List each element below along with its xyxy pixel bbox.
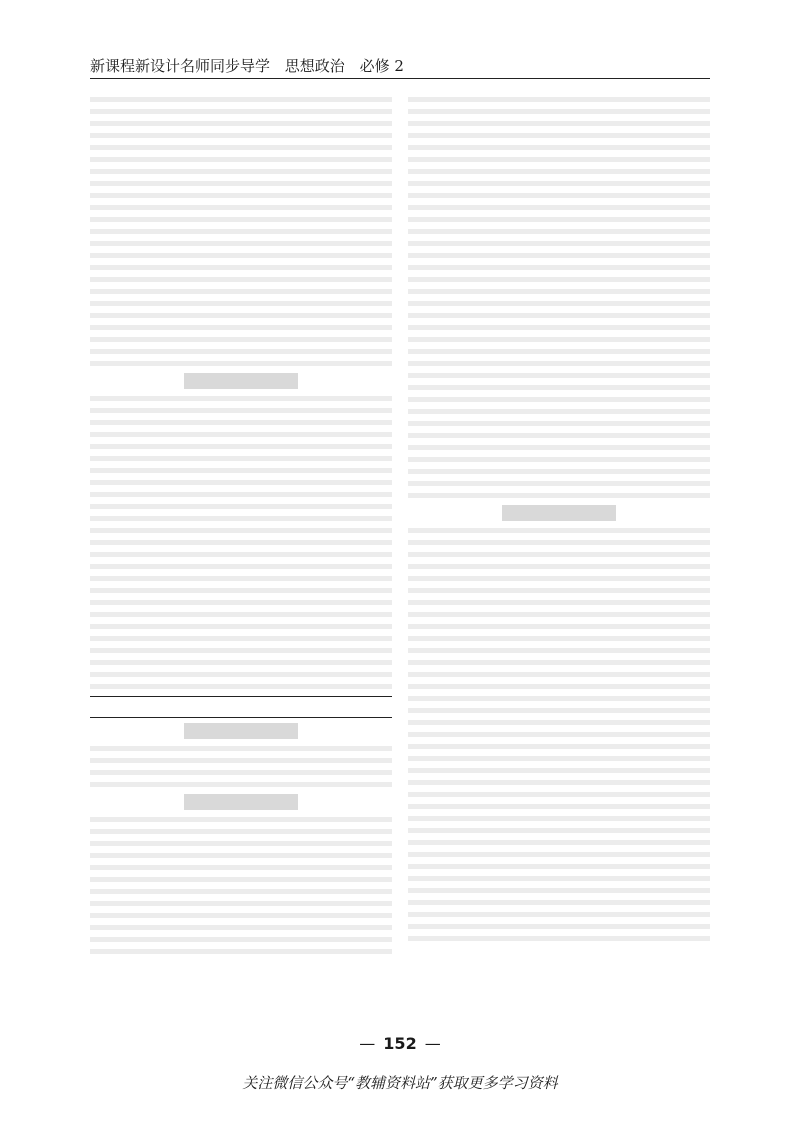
unread-text-region (408, 361, 710, 414)
unread-text-region (408, 157, 710, 198)
unread-text-region (90, 169, 392, 174)
block (90, 600, 392, 689)
page-number: — 152 — (0, 1034, 800, 1053)
section-banner-label (184, 373, 298, 389)
unread-text-region (408, 528, 710, 785)
unread-text-region (408, 97, 710, 150)
block (408, 528, 710, 785)
block (90, 181, 392, 222)
block (408, 301, 710, 354)
footer-promo-text: 关注微信公众号“教辅资料站”获取更多学习资料 (242, 1074, 558, 1092)
block (90, 901, 392, 954)
block (90, 229, 392, 366)
two-column-body (90, 90, 710, 1030)
section-banner (408, 505, 710, 521)
block (90, 396, 392, 593)
block (90, 97, 392, 162)
section-banner (90, 794, 392, 810)
unread-text-region (90, 817, 392, 894)
block (408, 361, 710, 414)
block (408, 792, 710, 941)
unread-text-region (90, 600, 392, 689)
block (408, 421, 710, 498)
block (408, 205, 710, 294)
unread-text-region (90, 97, 392, 162)
unread-text-region (90, 782, 392, 787)
header-volume: 必修 2 (359, 57, 404, 75)
unread-text-region (408, 792, 710, 941)
block (408, 157, 710, 198)
unread-text-region (408, 205, 710, 294)
lesson-frame-title (90, 696, 392, 718)
section-banner-label (184, 794, 298, 810)
section-banner (90, 723, 392, 739)
block (408, 97, 710, 150)
unread-text-region (90, 229, 392, 366)
unread-text-region (408, 421, 710, 498)
section-banner (90, 373, 392, 389)
header-subject: 思想政治 (284, 57, 345, 75)
running-header (90, 56, 710, 79)
block (90, 782, 392, 787)
unread-text-region (90, 901, 392, 954)
unread-text-region (90, 396, 392, 593)
unread-text-region (90, 746, 392, 775)
section-banner-label (184, 723, 298, 739)
block (90, 817, 392, 894)
block (90, 169, 392, 174)
section-banner-label (502, 505, 616, 521)
left-column (90, 90, 392, 1030)
block (90, 746, 392, 775)
header-series: 新课程新设计名师同步导学 (90, 57, 271, 75)
unread-text-region (90, 181, 392, 222)
unread-text-region (408, 301, 710, 354)
right-column (408, 90, 710, 1030)
